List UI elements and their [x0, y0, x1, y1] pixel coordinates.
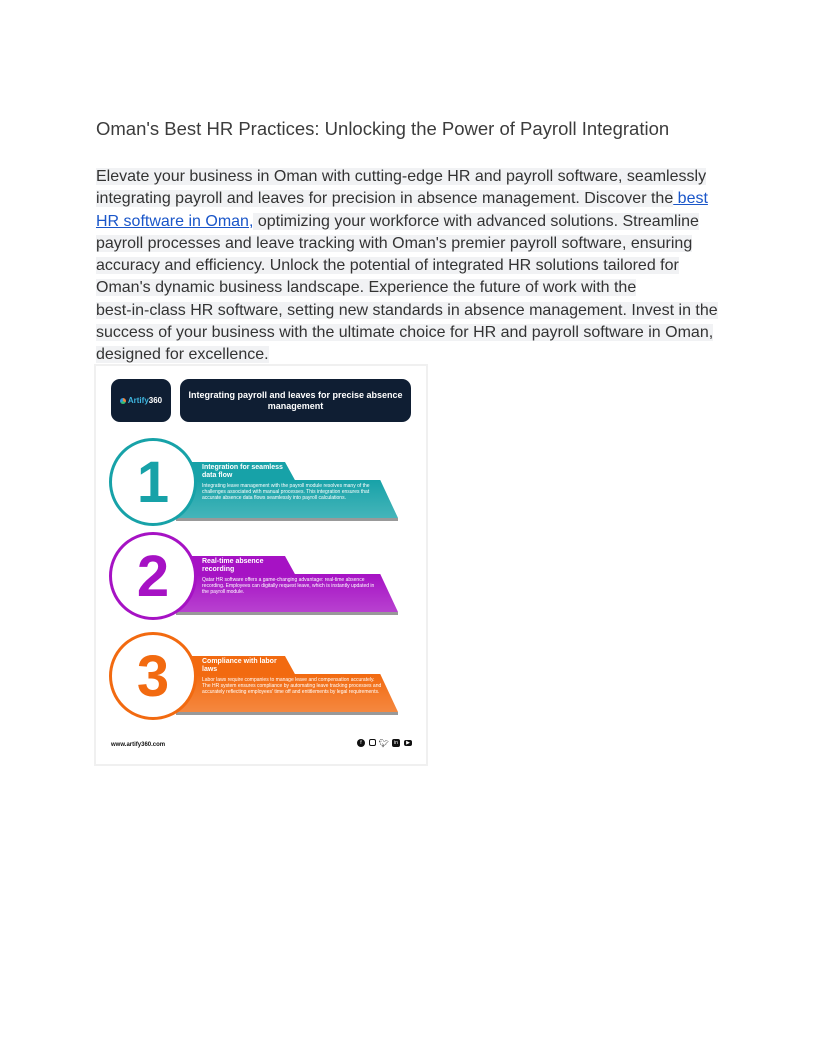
website-url: www.artify360.com — [111, 742, 166, 748]
text-line: accuracy and efficiency. Unlock the potential of integrated HR solutions tailored for — [96, 257, 679, 275]
step-body: Labor laws require companies to manage leave and compensation accurately. The HR system ensures compliance by automating leave tracking processes and accurately reflecting employees' time off and entitlements by legal requirements. — [202, 677, 382, 695]
twitter-icon: 🐦︎ — [378, 738, 390, 748]
step-3 — [106, 632, 406, 722]
step-body: Qatar HR software offers a game-changing advantage: real-time absence recording. Employees can digitally request leave, which is instantly updated in the payroll module. — [202, 577, 375, 595]
social-icons — [357, 739, 412, 747]
step-number-circle: 1 — [109, 438, 197, 526]
logo-mark-icon — [120, 398, 126, 404]
step-band-shadow — [176, 612, 398, 615]
logo-num: 360 — [148, 396, 163, 405]
instagram-icon — [369, 739, 376, 746]
step-1 — [106, 438, 406, 528]
artify360-logo — [111, 379, 171, 422]
text-line: Oman's dynamic business landscape. Experience the future of work with the — [96, 279, 637, 297]
step-title: Real-time absence recording — [202, 558, 264, 573]
youtube-icon: ▶ — [404, 740, 412, 746]
facebook-icon: f — [357, 739, 365, 747]
step-title: Compliance with labor laws — [202, 658, 277, 673]
best-hr-software-link-cont[interactable]: HR software in Oman, — [96, 212, 254, 230]
linkedin-icon: in — [392, 739, 400, 747]
infographic-image — [96, 366, 426, 764]
step-band-shadow — [176, 712, 398, 715]
logo-brand: Artify — [127, 396, 149, 405]
step-band-shadow — [176, 518, 398, 521]
text-line: integrating payroll and leaves for precision in absence management. Discover the — [96, 190, 674, 208]
text-line: payroll processes and leave tracking with Oman's premier payroll software, ensuring — [96, 234, 693, 252]
text-line: success of your business with the ultimate choice for HR and payroll software in Oman, — [96, 324, 714, 342]
best-hr-software-link[interactable]: best — [673, 190, 708, 208]
intro-paragraph — [96, 166, 718, 367]
text-line: designed for excellence. — [96, 346, 269, 364]
page-title: Oman's Best HR Practices: Unlocking the Power of Payroll Integration — [96, 118, 670, 139]
step-title: Integration for seamless data flow — [202, 464, 283, 479]
step-2 — [106, 532, 406, 622]
step-body: Integrating leave management with the payroll module resolves many of the challenges associated with manual processes. This integration ensures that accurate absence data flows seamlessly into payroll calculations. — [202, 483, 370, 501]
step-number-circle: 2 — [109, 532, 197, 620]
text-line: best-in-class HR software, setting new standards in absence management. Invest in the — [96, 301, 718, 319]
step-number-circle: 3 — [109, 632, 197, 720]
text-line: optimizing your workforce with advanced solutions. Streamline — [253, 212, 699, 230]
text-line: Elevate your business in Oman with cutting-edge HR and payroll software, seamlessly — [96, 168, 707, 185]
infographic-heading: Integrating payroll and leaves for precise absence management — [180, 379, 411, 422]
